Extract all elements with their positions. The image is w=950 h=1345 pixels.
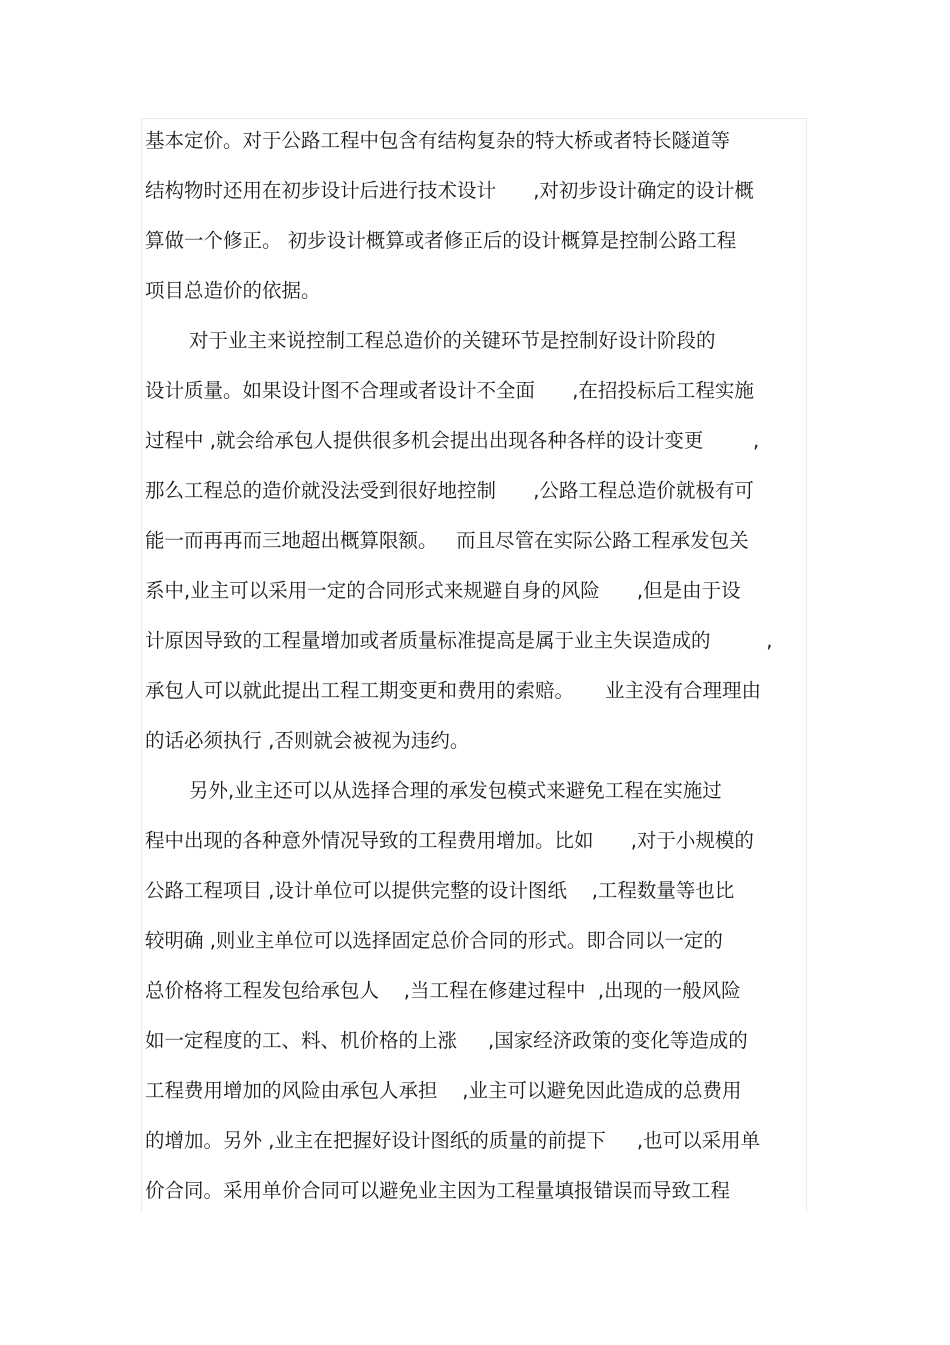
text-line-22: 价合同。采用单价合同可以避免业主因为工程量填报错误而导致工程 [145, 1179, 731, 1202]
text-line-1: 基本定价。对于公路工程中包含有结构复杂的特大桥或者特长隧道等 [145, 129, 731, 152]
text-line-12: 承包人可以就此提出工程工期变更和费用的索赔。 业主没有合理理由 [145, 679, 761, 702]
text-line-7: 过程中 ,就会给承包人提供很多机会提出出现各种各样的设计变更 , [145, 429, 760, 452]
text-line-9: 能一而再再而三地超出概算限额。 而且尽管在实际公路工程承发包关 [145, 529, 749, 552]
text-line-6: 设计质量。如果设计图不合理或者设计不全面 ,在招投标后工程实施 [145, 379, 754, 402]
text-line-8: 那么工程总的造价就没法受到很好地控制 ,公路工程总造价就极有可 [145, 479, 754, 502]
text-line-3: 算做一个修正。 初步设计概算或者修正后的设计概算是控制公路工程 [145, 229, 737, 252]
text-line-13: 的话必须执行 ,否则就会被视为违约。 [145, 729, 470, 752]
text-line-19: 如一定程度的工、料、机价格的上涨 ,国家经济政策的变化等造成的 [145, 1029, 748, 1052]
text-line-14-paragraph-start: 另外,业主还可以从选择合理的承发包模式来避免工程在实施过 [189, 779, 722, 802]
text-line-15: 程中出现的各种意外情况导致的工程费用增加。比如 ,对于小规模的 [145, 829, 754, 852]
text-line-18: 总价格将工程发包给承包人 ,当工程在修建过程中 ,出现的一般风险 [145, 979, 741, 1002]
text-line-17: 较明确 ,则业主单位可以选择固定总价合同的形式。即合同以一定的 [145, 929, 723, 952]
text-line-20: 工程费用增加的风险由承包人承担 ,业主可以避免因此造成的总费用 [145, 1079, 742, 1102]
text-line-4: 项目总造价的依据。 [145, 279, 321, 302]
text-line-5-paragraph-start: 对于业主来说控制工程总造价的关键环节是控制好设计阶段的 [189, 329, 716, 352]
text-line-10: 系中,业主可以采用一定的合同形式来规避自身的风险 ,但是由于设 [145, 579, 741, 602]
text-line-11: 计原因导致的工程量增加或者质量标准提高是属于业主失误造成的 , [145, 629, 773, 652]
text-line-16: 公路工程项目 ,设计单位可以提供完整的设计图纸 ,工程数量等也比 [145, 879, 735, 902]
text-line-21: 的增加。另外 ,业主在把握好设计图纸的质量的前提下 ,也可以采用单 [145, 1129, 761, 1152]
document-body [145, 124, 805, 1224]
text-line-2: 结构物时还用在初步设计后进行技术设计 ,对初步设计确定的设计概 [145, 179, 754, 202]
